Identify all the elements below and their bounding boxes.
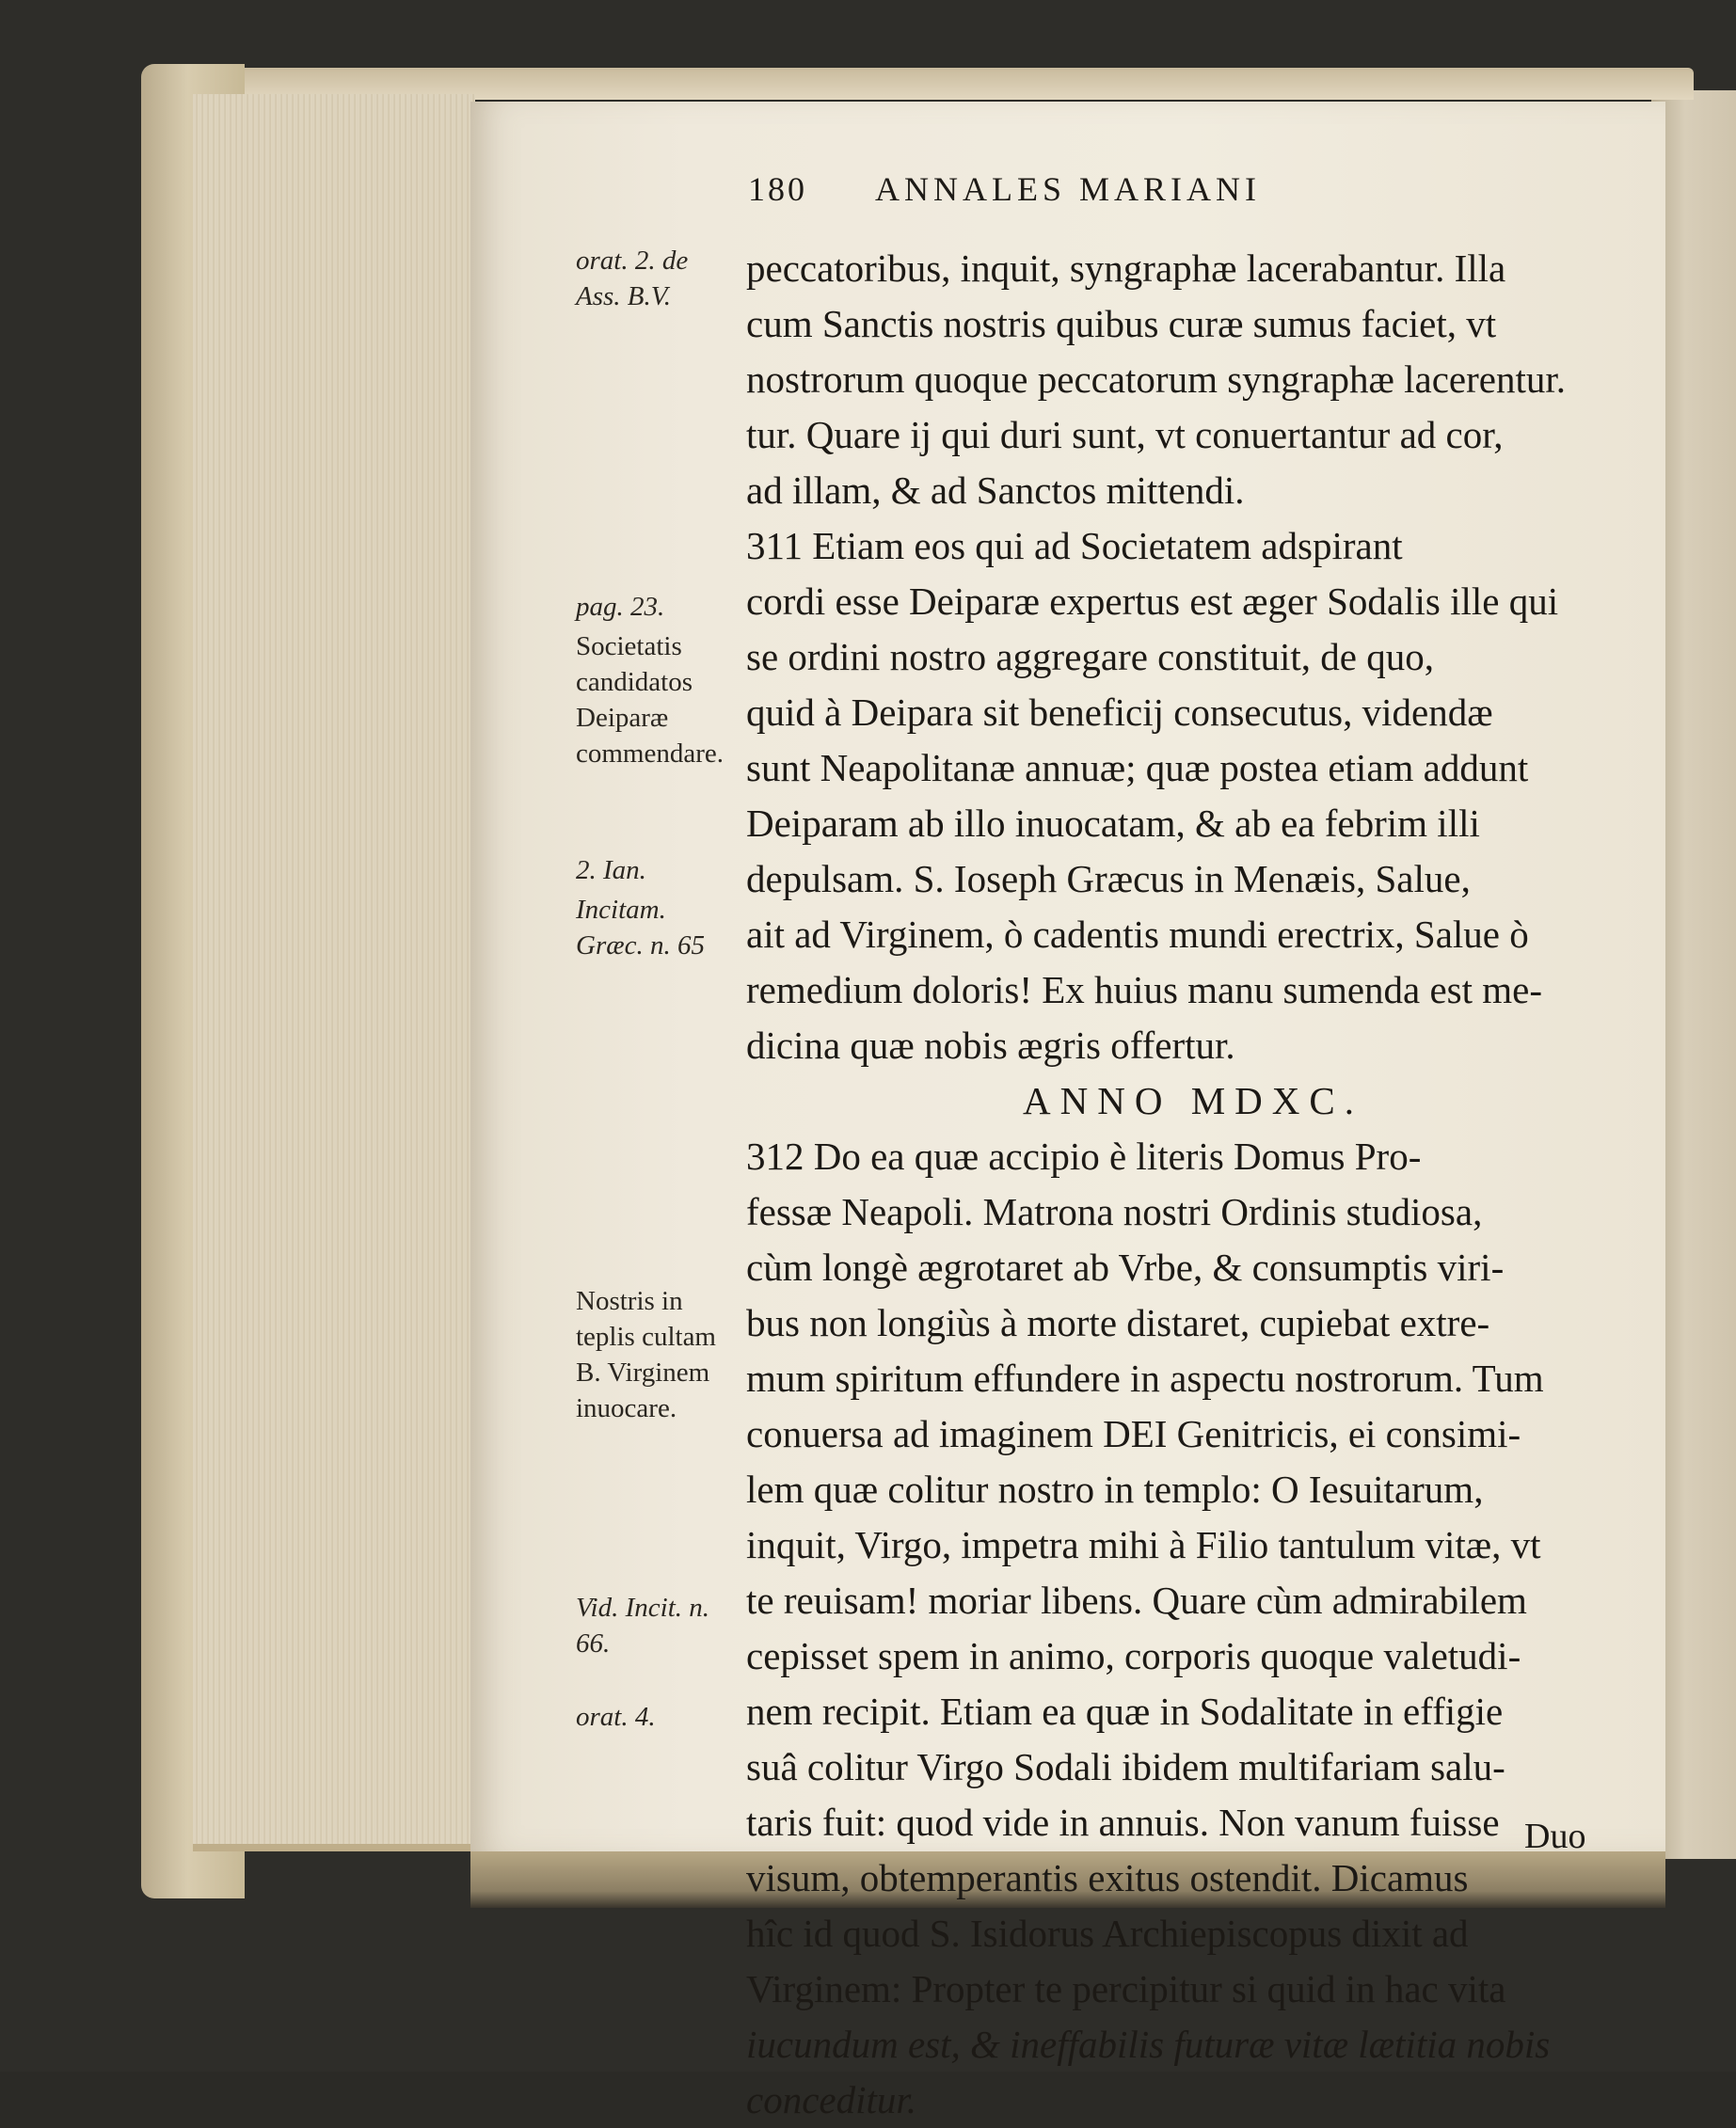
text-line: conceditur. bbox=[746, 2078, 917, 2121]
text-line: inquit, Virgo, impetra mihi à Filio tantulum vitæ, vt bbox=[746, 1523, 1541, 1566]
text-line: te reuisam! moriar libens. Quare cùm admirabilem bbox=[746, 1579, 1527, 1622]
text-line: mum spiritum effundere in aspectu nostrorum. Tum bbox=[746, 1357, 1544, 1400]
text-line: cum Sanctis nostris quibus curæ sumus faciet, vt bbox=[746, 302, 1497, 345]
text-line: lem quæ colitur nostro in templo: O Iesuitarum, bbox=[746, 1468, 1484, 1511]
text-line: depulsam. S. Ioseph Græcus in Menæis, Salue, bbox=[746, 857, 1471, 900]
page-number: 180 bbox=[748, 170, 807, 208]
text-line: sunt Neapolitanæ annuæ; quæ postea etiam addunt bbox=[746, 746, 1529, 789]
text-line: iucundum est, & ineffabilis futuræ vitæ lætitia nobis bbox=[746, 2023, 1551, 2066]
margin-note-2-ian: 2. Ian. bbox=[576, 855, 646, 885]
main-text bbox=[746, 241, 1640, 2128]
margin-note-orat-4: orat. 4. bbox=[576, 1702, 656, 1732]
page-block-edges bbox=[193, 94, 475, 1851]
text-line: nem recipit. Etiam ea quæ in Sodalitate in effigie bbox=[746, 1690, 1504, 1733]
margin-note-societatis: Societatis candidatos Deiparæ commendare. bbox=[576, 631, 725, 769]
text-line: dicina quæ nobis ægris offertur. bbox=[746, 1024, 1235, 1067]
margin-note-pag-23: pag. 23. bbox=[576, 592, 665, 622]
text-line: Deiparam ab illo inuocatam, & ab ea febrim illi bbox=[746, 802, 1480, 845]
text-line: hîc id quod S. Isidorus Archiepiscopus dixit ad bbox=[746, 1912, 1469, 1955]
text-line: cùm longè ægrotaret ab Vrbe, & consumptis viri- bbox=[746, 1246, 1505, 1289]
running-head bbox=[748, 169, 1595, 216]
catchword: Duo bbox=[1524, 1817, 1586, 1856]
text-line: visum, obtemperantis exitus ostendit. Dicamus bbox=[746, 1856, 1469, 1899]
running-title: ANNALES MARIANI bbox=[875, 170, 1261, 208]
text-line: Virginem: Propter te percipitur si quid in hac vita bbox=[746, 1967, 1506, 2010]
year-heading: ANNO MDXC. bbox=[1023, 1079, 1363, 1122]
text-line: taris fuit: quod vide in annuis. Non vanum fuisse bbox=[746, 1801, 1500, 1844]
paragraph-311-start: 311 Etiam eos qui ad Societatem adspirant bbox=[746, 524, 1403, 567]
text-line: suâ colitur Virgo Sodali ibidem multifariam salu- bbox=[746, 1745, 1505, 1788]
paragraph-312-start: 312 Do ea quæ accipio è literis Domus Pro- bbox=[746, 1135, 1422, 1178]
text-line: bus non longiùs à morte distaret, cupiebat extre- bbox=[746, 1301, 1490, 1344]
text-line: tur. Quare ij qui duri sunt, vt conuertantur ad cor, bbox=[746, 413, 1504, 456]
margin-note-nostris: Nostris in teplis cultam B. Virginem inuocare. bbox=[576, 1286, 716, 1423]
text-line: quid à Deipara sit beneficij consecutus, videndæ bbox=[746, 691, 1493, 734]
margin-note-incitam: Incitam. Græc. n. 65 bbox=[576, 895, 705, 961]
text-line: nostrorum quoque peccatorum syngraphæ lacerentur. bbox=[746, 357, 1566, 401]
text-line: ad illam, & ad Sanctos mittendi. bbox=[746, 468, 1245, 512]
text-line: conuersa ad imaginem DEI Genitricis, ei consimi- bbox=[746, 1412, 1521, 1455]
margin-note-orat-2: orat. 2. de Ass. B.V. bbox=[576, 246, 689, 311]
text-line: remedium doloris! Ex huius manu sumenda est me- bbox=[746, 968, 1543, 1011]
text-line: se ordini nostro aggregare constituit, de quo, bbox=[746, 635, 1434, 678]
text-line: cordi esse Deiparæ expertus est æger Sodalis ille qui bbox=[746, 580, 1559, 623]
text-line: fessæ Neapoli. Matrona nostri Ordinis studiosa, bbox=[746, 1190, 1483, 1233]
text-line: peccatoribus, inquit, syngraphæ lacerabantur. Illa bbox=[746, 246, 1506, 290]
text-line: cepisset spem in animo, corporis quoque valetudi- bbox=[746, 1634, 1521, 1677]
margin-note-vid-incit: Vid. Incit. n. 66. bbox=[576, 1593, 710, 1659]
text-line: ait ad Virginem, ò cadentis mundi erectrix, Salue ò bbox=[746, 913, 1529, 956]
